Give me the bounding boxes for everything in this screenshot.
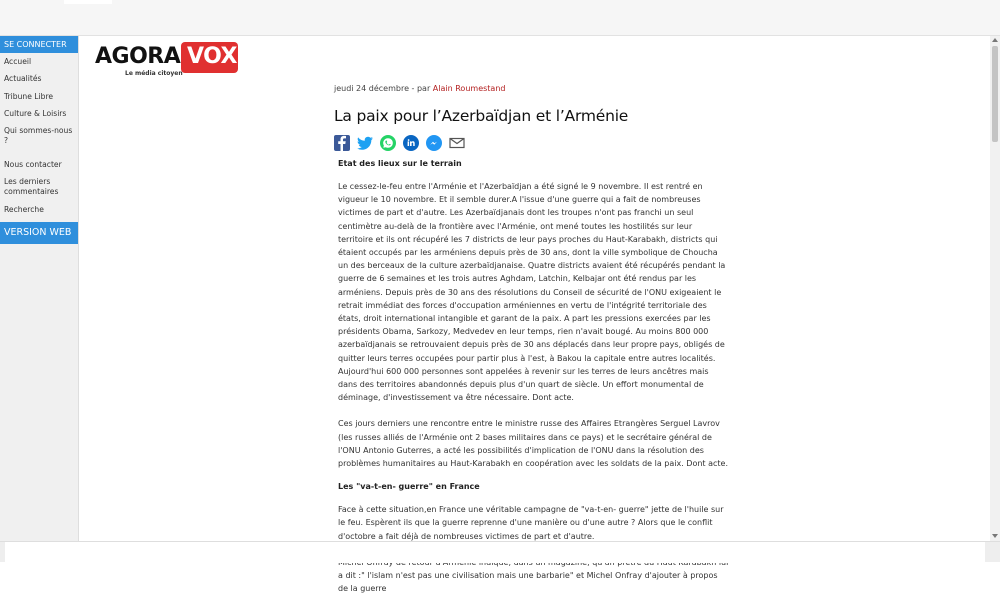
browser-tab[interactable]: [64, 0, 112, 4]
article-paragraph: a dit :" l'islam n'est pas une civilisation mais une barbarie" et Michel Onfray d'ajouter à propos de la guerre: [338, 571, 718, 594]
horizontal-scroll-track: [5, 542, 985, 563]
scroll-down-icon[interactable]: [992, 534, 998, 538]
section-heading: Etat des lieux sur le terrain: [338, 159, 462, 168]
vertical-scrollbar[interactable]: [990, 36, 1000, 542]
browser-bottom-bar: [0, 541, 1000, 562]
logo-agora-text: AGORA: [95, 44, 181, 69]
share-bar: [334, 135, 730, 152]
sidebar-item-qui-sommes-nous[interactable]: Qui sommes-nous ?: [4, 126, 73, 146]
login-button[interactable]: SE CONNECTER: [0, 36, 78, 53]
twitter-icon[interactable]: [357, 135, 373, 151]
agoravox-logo[interactable]: [95, 42, 245, 82]
version-web-button[interactable]: VERSION WEB: [0, 222, 78, 244]
scrollbar-thumb[interactable]: [992, 46, 998, 142]
sidebar-item-accueil[interactable]: Accueil: [4, 57, 32, 66]
sidebar-item-derniers-commentaires[interactable]: Les derniers commentaires: [4, 177, 59, 197]
sidebar: [0, 36, 79, 562]
logo-vox-box: [181, 42, 238, 73]
article-paragraph: Le cessez-le-feu entre l'Arménie et l'Azerbaïdjan a été signé le 9 novembre. Il est rentré en vigueur le 10 novembre. Et il semble durer.A l'issue d'une guerre qui a fait de nombreuses victimes de part et d'autre. Les Azerbaïdjanais dont les troupes n'ont pas franchi un seul centimètre au-delà de la frontière avec l'Arménie, ont mené toutes les hostilités sur leur territoire et ils ont récupéré les 7 districts de leur pays proches du Haut-Karabakh, districts qui étaient occupés par les arméniens depuis près de 30 ans, dont la ville symbolique de Choucha un des berceaux de la culture azerbaïdjanaise. Quatre districts avaient été récupérés pendant la guerre de 6 semaines et les trois autres Aghdam, Latchin, Kelbajar ont été rendus par les arméniens. Depuis près de 30 ans des résolutions du Conseil de sécurité de l'ONU exigeaient le retrait immédiat des forces d'occupation arméniennes en vertu de l'intégrité territoriale des états, droit international intangible et garant de la paix. A part les pressions exercées par les présidents Obama, Sarkozy, Medvedev en leur temps, rien n'avait bougé. Au moins 800 000 azerbaïdjanais se retrouvaient depuis près de 30 ans déplacés dans leur propre pays, obligés de quitter leurs terres occupées pour partir plus à l'est, à Bakou la capitale entre autres localités. Aujourd'hui 600 000 personnes sont appelées à revenir sur les terres de leurs ancêtres mais dans des territoires abandonnés depuis plus d'un quart de siècle. Un effort monumental de déminage, d'investissement va être nécessaire. Dont acte.: [338, 182, 726, 403]
author-link[interactable]: Alain Roumestand: [432, 84, 506, 93]
email-icon[interactable]: [449, 135, 465, 151]
sidebar-item-actualites[interactable]: Actualités: [4, 74, 42, 84]
sidebar-item-tribune-libre[interactable]: Tribune Libre: [4, 91, 54, 101]
sidebar-item-culture-loisirs[interactable]: Culture & Loisirs: [4, 108, 67, 118]
scroll-up-icon[interactable]: [992, 38, 998, 42]
whatsapp-icon[interactable]: [380, 135, 396, 151]
article-paragraph: Ces jours derniers une rencontre entre le ministre russe des Affaires Etrangères Serguel Lavrov (les russes alliés de l'Arménie ont 2 bases militaires dans ce pays) et le secrétaire général de l'ONU Antonio Guterres, a acté les possibilités d'implication de l'ONU dans la résolution des problèmes humanitaires au Haut-Karabakh en coopération avec les soldats de la paix. Dont acte.: [338, 419, 729, 469]
article-paragraph: Face à cette situation,en France une véritable campagne de "va-t-en- guerre" jette de l'huile sur le feu. Espèrent ils que la guerre reprenne d'une manière ou d'une autre ? Alors que le conflit d'octobre a fait déjà de nombreuses victimes de part et d'autre.: [338, 505, 724, 541]
sidebar-item-nous-contacter[interactable]: Nous contacter: [4, 160, 62, 170]
sidebar-menu: [0, 53, 78, 215]
logo-vox-text: VOX: [187, 44, 238, 69]
section-heading: Les "va-t-en- guerre" en France: [338, 482, 480, 492]
article-title: La paix pour l’Azerbaïdjan et l’Arménie: [334, 107, 629, 125]
messenger-icon[interactable]: [426, 135, 442, 151]
article: [334, 84, 730, 595]
linkedin-icon[interactable]: [403, 135, 419, 151]
article-meta: [334, 84, 730, 93]
article-body: [334, 158, 729, 595]
facebook-icon[interactable]: [334, 135, 350, 151]
logo-tagline: Le média citoyen: [125, 70, 183, 77]
article-date: jeudi 24 décembre - par: [334, 84, 431, 93]
sidebar-item-recherche[interactable]: Recherche: [4, 204, 44, 214]
browser-top-bar: [0, 0, 1000, 36]
